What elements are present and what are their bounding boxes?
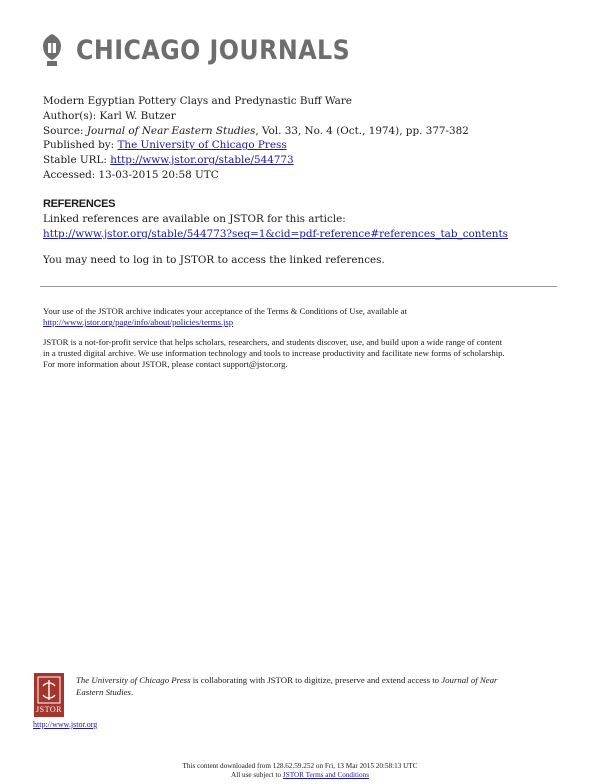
stable-url-link[interactable]: http://www.jstor.org/stable/544773 xyxy=(110,154,294,167)
download-info: This content downloaded from 128.62.59.252 on Fri, 13 Mar 2015 20:58:13 UTC xyxy=(182,762,418,770)
terms-block xyxy=(43,306,407,328)
terms-text: Your use of the JSTOR archive indicates your acceptance of the Terms & Conditions of Use, available at xyxy=(43,306,407,316)
press-name: The University of Chicago Press xyxy=(76,675,191,685)
login-note: You may need to log in to JSTOR to access the linked references. xyxy=(43,254,385,266)
jstor-home-link[interactable]: http://www.jstor.org xyxy=(33,720,98,729)
author-line: Author(s): Karl W. Butzer xyxy=(43,109,176,122)
university-seal-icon xyxy=(40,33,64,67)
article-title: Modern Egyptian Pottery Clays and Predynastic Buff Ware xyxy=(43,95,352,107)
jstor-url xyxy=(33,720,97,729)
references-intro: Linked references are available on JSTOR for this article: xyxy=(43,213,346,225)
brand-name: CHICAGO JOURNALS xyxy=(76,34,351,66)
journal-name: Journal of Near Eastern Studies xyxy=(86,124,256,137)
about-line-1: JSTOR is a not-for-profit service that helps scholars, researchers, and students discover, use, and build upon a wide range of content xyxy=(43,337,503,347)
terms-conditions-link[interactable]: JSTOR Terms and Conditions xyxy=(282,771,369,779)
author-name: Karl W. Butzer xyxy=(99,109,176,122)
references-block xyxy=(43,212,508,242)
journal-name-b: Eastern Studies xyxy=(76,687,131,697)
divider xyxy=(40,286,557,287)
about-jstor-block xyxy=(43,337,505,371)
terms-link[interactable]: http://www.jstor.org/page/info/about/policies/terms.jsp xyxy=(43,317,234,328)
about-line-2: in a trusted digital archive. We use information technology and tools to increase productivity and facilitate new forms of scholarship. xyxy=(43,348,505,359)
publisher-link[interactable]: The University of Chicago Press xyxy=(117,139,287,152)
references-link[interactable]: http://www.jstor.org/stable/544773?seq=1&cid=pdf-reference#references_tab_contents xyxy=(43,228,509,240)
download-footer xyxy=(0,762,600,780)
about-line-3: For more information about JSTOR, please contact support@jstor.org. xyxy=(43,359,288,370)
collaboration-note: The University of Chicago Press is collaborating with JSTOR to digitize, preserve and extend access to Journal of Near Eastern Studies. xyxy=(76,675,498,697)
references-heading: REFERENCES xyxy=(43,198,116,210)
citation-block xyxy=(43,94,469,183)
publisher-line: Published by: The University of Chicago Press xyxy=(43,139,287,152)
chicago-journals-logo xyxy=(40,32,388,68)
source-line: Source: Journal of Near Eastern Studies, Vol. 33, No. 4 (Oct., 1974), pp. 377-382 xyxy=(43,124,469,137)
stable-url-line: Stable URL: http://www.jstor.org/stable/544773 xyxy=(43,154,294,167)
jstor-logo-text: JSTOR xyxy=(36,705,62,714)
journal-name-a: Journal of Near xyxy=(441,675,498,685)
accessed-line: Accessed: 13-03-2015 20:58 UTC xyxy=(43,168,219,181)
jstor-logo xyxy=(34,673,64,717)
terms-conditions-line: All use subject to JSTOR Terms and Conditions xyxy=(231,771,369,779)
